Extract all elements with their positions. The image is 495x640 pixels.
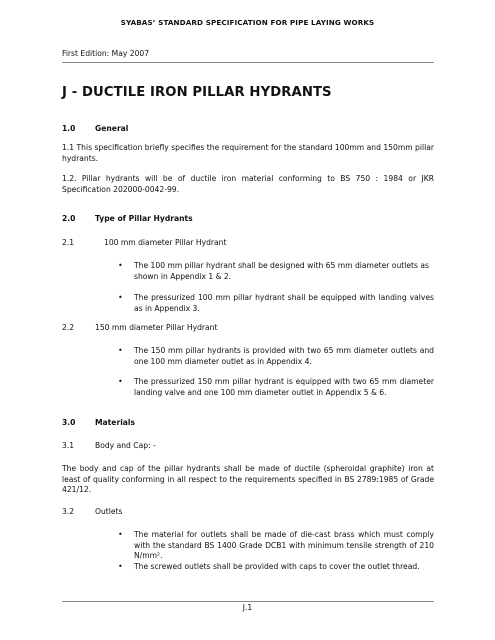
- bullet-3-2-b: The screwed outlets shall be provided with caps to cover the outlet thread.: [134, 562, 420, 571]
- bullet-3-2-a: The material for outlets shall be made of die-cast brass which must comply with the standard BS 1400 Grade DCB1 with minimum tensile strength of 210 N/mm².: [134, 530, 434, 560]
- bullet-2-2-a: The 150 mm pillar hydrants is provided with two 65 mm diameter outlets and one 100 mm diameter outlet as in Appendix 4.: [134, 346, 434, 366]
- document-title: J - DUCTILE IRON PILLAR HYDRANTS: [62, 85, 332, 100]
- section-3-heading: Materials: [95, 418, 136, 427]
- footer-divider: [62, 601, 434, 602]
- bullet-icon: •: [118, 562, 123, 571]
- subsection-3-1-heading: Body and Cap: -: [95, 441, 156, 450]
- paragraph-1-2: 1.2. Pillar hydrants will be of ductile iron material conforming to BS 750 : 1984 or JKR Specification 202000-0042-99.: [62, 174, 434, 194]
- section-3-number: 3.0: [62, 418, 76, 427]
- running-header-title: SYABAS’ STANDARD SPECIFICATION FOR PIPE LAYING WORKS: [120, 18, 375, 27]
- paragraph-1-1: 1.1 This specification briefly specifies the requirement for the standard 100mm and 150mm pillar hydrants.: [62, 143, 434, 163]
- subsection-3-1-number: 3.1: [62, 441, 75, 450]
- header-divider: [62, 62, 434, 63]
- section-2-number: 2.0: [62, 214, 76, 223]
- bullet-icon: •: [118, 293, 123, 302]
- bullet-2-2-b: The pressurized 150 mm pillar hydrant is equipped with two 65 mm diameter landing valve and one 100 mm diameter outlet in Appendix 5 & 6.: [134, 377, 434, 397]
- bullet-icon: •: [118, 261, 123, 270]
- subsection-2-1-heading: 100 mm diameter Pillar Hydrant: [104, 238, 227, 247]
- bullet-2-1-a: The 100 mm pillar hydrant shall be designed with 65 mm diameter outlets as shown in Appendix 1 & 2.: [134, 261, 429, 281]
- section-1-heading: General: [95, 124, 129, 133]
- subsection-2-2-heading: 150 mm diameter Pillar Hydrant: [95, 323, 218, 332]
- bullet-icon: •: [118, 377, 123, 386]
- section-2-heading: Type of Pillar Hydrants: [95, 214, 193, 223]
- edition-label: First Edition: May 2007: [62, 49, 150, 58]
- bullet-icon: •: [118, 346, 123, 355]
- bullet-2-1-b: The pressurized 100 mm pillar hydrant shall be equipped with landing valves as in Appendix 3.: [134, 293, 434, 313]
- subsection-3-2-number: 3.2: [62, 507, 75, 516]
- subsection-2-1-number: 2.1: [62, 238, 75, 247]
- section-1-number: 1.0: [62, 124, 76, 133]
- page-number: J.1: [242, 603, 253, 612]
- bullet-icon: •: [118, 530, 123, 539]
- subsection-3-2-heading: Outlets: [95, 507, 123, 516]
- paragraph-3-1: The body and cap of the pillar hydrants shall be made of ductile (spheroidal graphite) iron at least of quality conforming in all respect to the requirements specified in BS 2789:1985 of Grade 421/12.: [62, 464, 434, 494]
- subsection-2-2-number: 2.2: [62, 323, 75, 332]
